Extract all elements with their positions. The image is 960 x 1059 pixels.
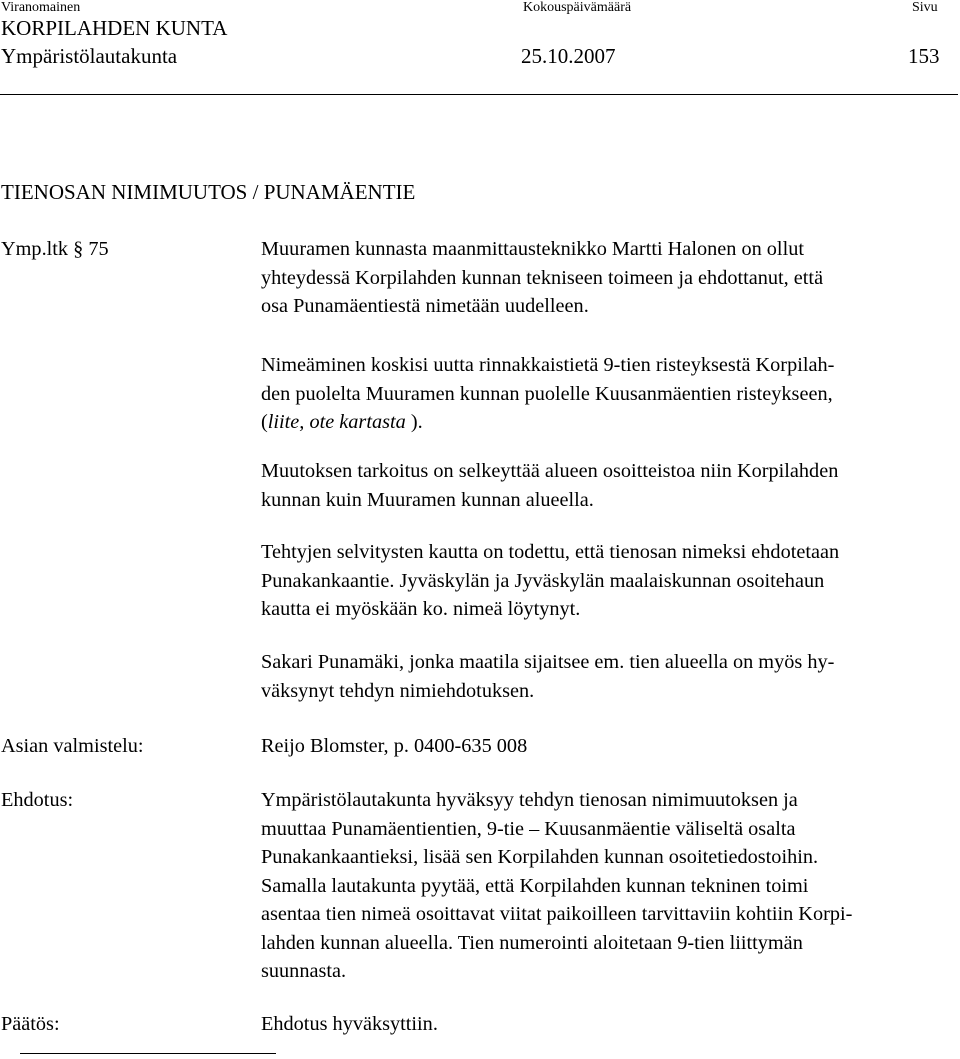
header-divider (0, 94, 958, 95)
proposal-line: asentaa tien nimeä osoittavat viitat paikoilleen tarvittaviin kohtiin Korpi- (261, 903, 853, 925)
paragraph-1 (261, 235, 951, 321)
committee-name: Ympäristölautakunta (1, 44, 178, 68)
paragraph-line: Punakankaantie. Jyväskylän ja Jyväskylän maalaiskunnan osoitehaun (261, 569, 825, 592)
attachment-reference (261, 408, 951, 437)
section-title: TIENOSAN NIMIMUUTOS / PUNAMÄENTIE (1, 180, 416, 204)
paragraph-line: Muuramen kunnasta maanmittausteknikko Martti Halonen on ollut (261, 238, 804, 260)
paragraph-5 (261, 648, 951, 705)
attachment-close: ). (405, 411, 423, 433)
meeting-date: 25.10.2007 (521, 44, 616, 68)
paragraph-line: yhteydessä Korpilahden kunnan tekniseen toimeen ja ehdottanut, että (261, 266, 824, 289)
preparation-value: Reijo Blomster, p. 0400-635 008 (261, 735, 528, 757)
preparation-label: Asian valmistelu: (1, 735, 144, 757)
proposal-line: Ympäristölautakunta hyväksyy tehdyn tienosan nimimuutoksen ja (261, 789, 798, 811)
paragraph-3 (261, 457, 951, 514)
paragraph-line: Sakari Punamäki, jonka maatila sijaitsee em. tien alueella on myös hy- (261, 651, 835, 673)
page-number: 153 (908, 44, 940, 68)
proposal-line: Samalla lautakunta pyytää, että Korpilahden kunnan tekninen toimi (261, 874, 809, 897)
paragraph-line: Tehtyjen selvitysten kautta on todettu, että tienosan nimeksi ehdotetaan (261, 541, 840, 563)
attachment-text: liite, ote kartasta (267, 411, 406, 433)
attachment-open: ( (261, 411, 268, 433)
decision-label: Päätös: (1, 1013, 60, 1035)
proposal-line: muuttaa Punamäentientien, 9-tie – Kuusanmäentie väliseltä osalta (261, 817, 796, 840)
paragraph-line: osa Punamäentiestä nimetään uudelleen. (261, 295, 589, 317)
proposal-line: suunnasta. (261, 960, 347, 982)
header-label-page: Sivu (912, 0, 938, 15)
decision-value: Ehdotus hyväksyttiin. (261, 1013, 438, 1035)
header-label-meeting-date: Kokouspäivämäärä (523, 0, 632, 15)
paragraph-line: den puolelta Muuramen kunnan puolelle Kuusanmäentien risteykseen, (261, 382, 833, 405)
proposal-label: Ehdotus: (1, 789, 74, 811)
proposal-line: Punakankaantieksi, lisää sen Korpilahden kunnan osoitetiedostoihin. (261, 846, 819, 868)
municipality-name: KORPILAHDEN KUNTA (1, 16, 228, 40)
section-reference: Ymp.ltk § 75 (1, 238, 109, 260)
proposal-line: lahden kunnan alueella. Tien numerointi aloitetaan 9-tien liittymän (261, 931, 803, 954)
paragraph-line: väksynyt tehdyn nimiehdotuksen. (261, 679, 535, 702)
paragraph-2 (261, 351, 951, 437)
footer-rule (20, 1053, 276, 1054)
paragraph-4 (261, 538, 951, 624)
paragraph-line: Muutoksen tarkoitus on selkeyttää alueen osoitteistoa niin Korpilahden (261, 460, 839, 482)
paragraph-line: Nimeäminen koskisi uutta rinnakkaistietä 9-tien risteyksestä Korpilah- (261, 354, 835, 376)
proposal-text (261, 786, 951, 986)
paragraph-line: kunnan kuin Muuramen kunnan alueella. (261, 488, 594, 511)
paragraph-line: kautta ei myöskään ko. nimeä löytynyt. (261, 598, 581, 620)
header-label-authority: Viranomainen (1, 0, 81, 15)
